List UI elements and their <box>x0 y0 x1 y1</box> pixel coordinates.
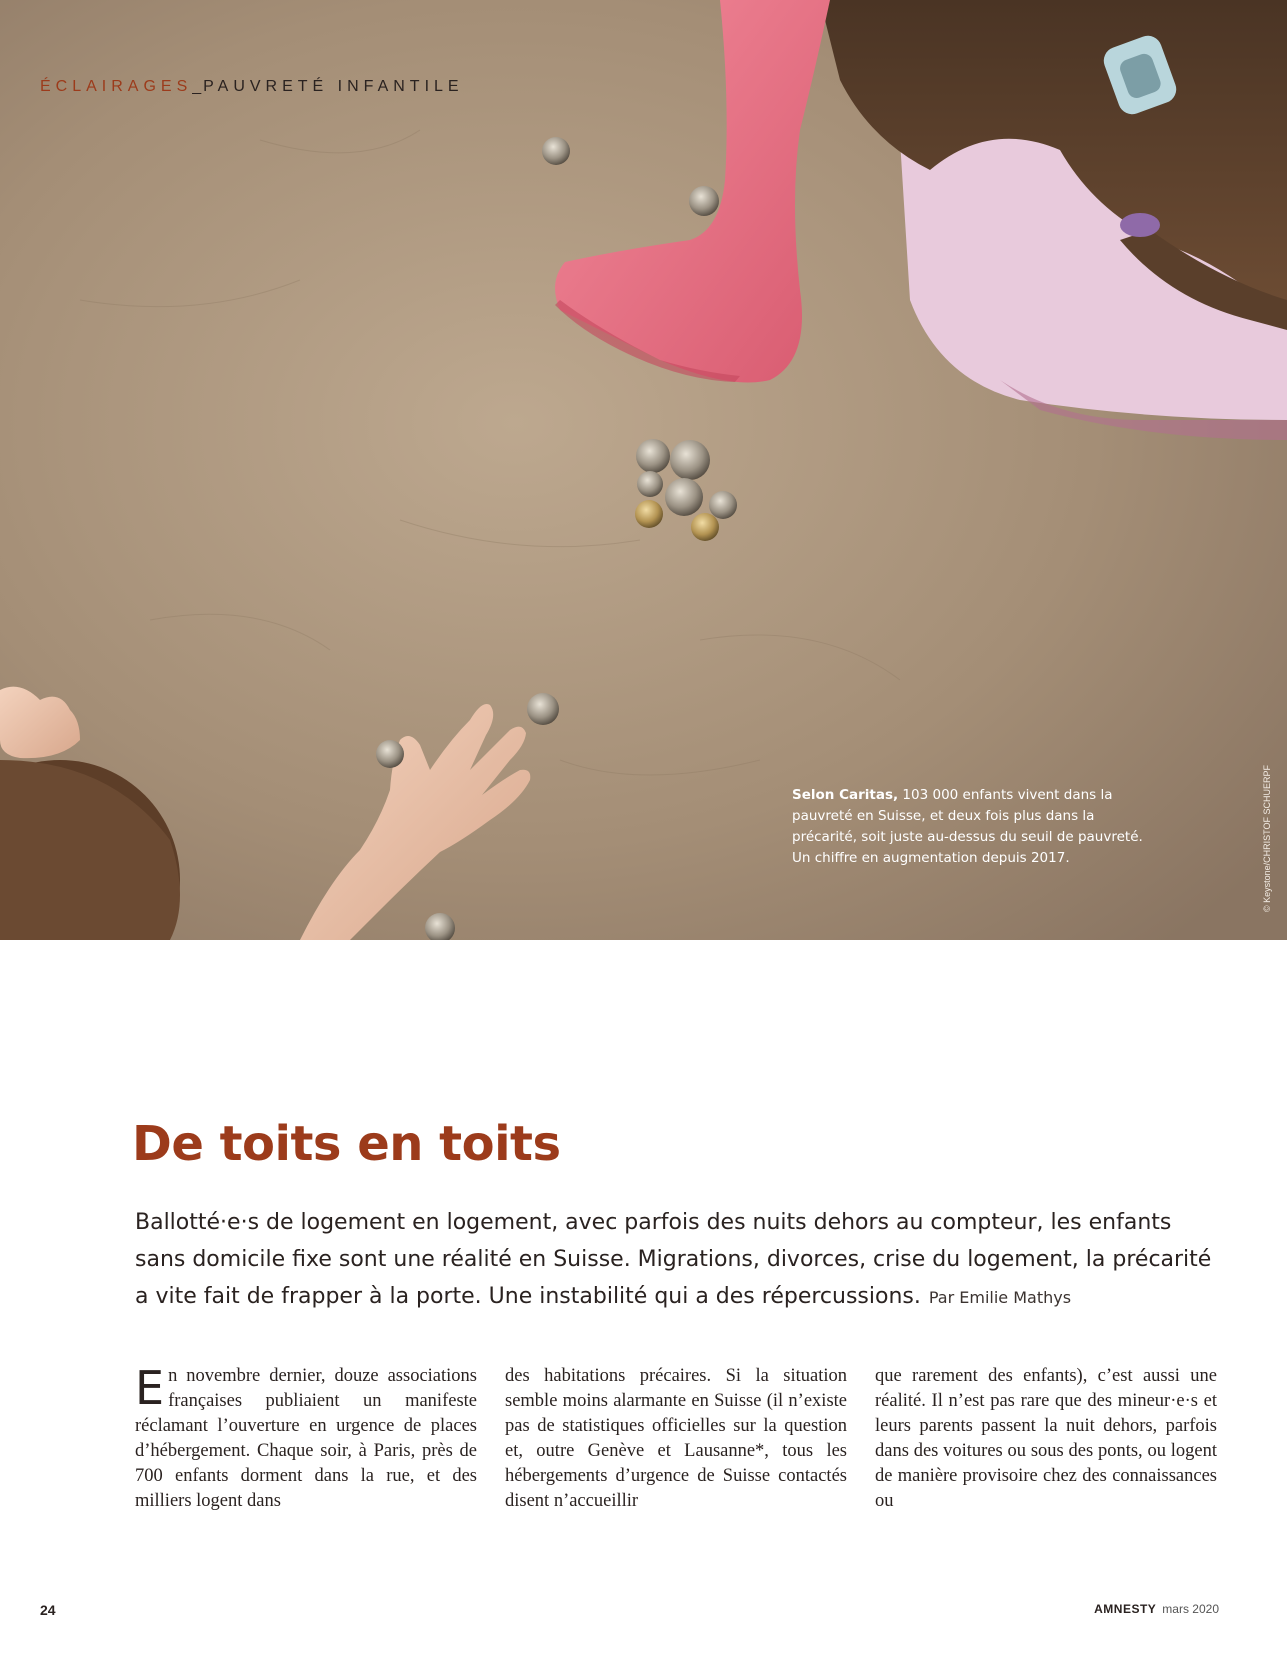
article-body <box>135 1361 1217 1524</box>
body-column-2: des habitations précaires. Si la situation semble moins alarmante en Suisse (il n’existe pas de statistiques officielles sur la question et, outre Genève et Lausanne*, tous les hébergements d’urgence de Suisse contactés disent n’accueillir <box>505 1366 847 1511</box>
page-number: 24 <box>40 1602 56 1618</box>
standfirst-text: Ballotté·e·s de logement en logement, avec parfois des nuits dehors au compteur, les enfants sans domicile fixe sont une réalité en Suisse. Migrations, divorces, crise du logement, la précarité a vite fait de frapper à la porte. Une instabilité qui a des répercussions. <box>135 1210 1212 1309</box>
magazine-name: AMNESTY <box>1094 1602 1157 1616</box>
issue-date: mars 2020 <box>1162 1602 1219 1616</box>
caption-text: 103 000 enfants vivent dans la pauvreté en Suisse, et deux fois plus dans la précarité, soit juste au-dessus du seuil de pauvreté. Un chiffre en augmentation depuis 2017. <box>792 787 1143 866</box>
body-column-3: que rarement des enfants), c’est aussi une réalité. Il n’est pas rare que des mineur·e·s et leurs parents passent la nuit dehors, parfois dans des voitures ou sous des ponts, ou logent de manière provisoire chez des connaissances ou <box>875 1366 1217 1511</box>
photo-credit: © Keystone/CHRISTOF SCHUERPF <box>1262 765 1272 912</box>
coin <box>636 439 670 473</box>
section-separator: _ <box>192 78 204 95</box>
coin <box>637 471 663 497</box>
caption-lead: Selon Caritas, <box>792 787 899 803</box>
coin <box>689 186 719 216</box>
coin <box>665 478 703 516</box>
running-footer <box>1094 1602 1219 1616</box>
body-column-1 <box>135 1361 477 1524</box>
article-standfirst <box>135 1204 1220 1316</box>
article-headline: De toits en toits <box>132 1116 561 1172</box>
drop-cap: E <box>135 1361 165 1415</box>
coin <box>691 513 719 541</box>
coin <box>635 500 663 528</box>
coin <box>670 440 710 480</box>
byline: Par Emilie Mathys <box>928 1288 1072 1307</box>
coin <box>709 491 737 519</box>
coin <box>376 740 404 768</box>
photo-caption <box>792 785 1152 869</box>
section-header <box>40 78 464 96</box>
body-text: n novembre dernier, douze associations françaises publiaient un manifeste réclamant l’ouverture en urgence de places d’hébergement. Chaque soir, à Paris, près de 700 enfants dorment dans la rue, et des milliers logent dans <box>135 1366 477 1511</box>
section-topic: PAUVRETÉ INFANTILE <box>203 78 464 95</box>
coin <box>542 137 570 165</box>
coin <box>527 693 559 725</box>
section-kicker: ÉCLAIRAGES <box>40 78 193 95</box>
